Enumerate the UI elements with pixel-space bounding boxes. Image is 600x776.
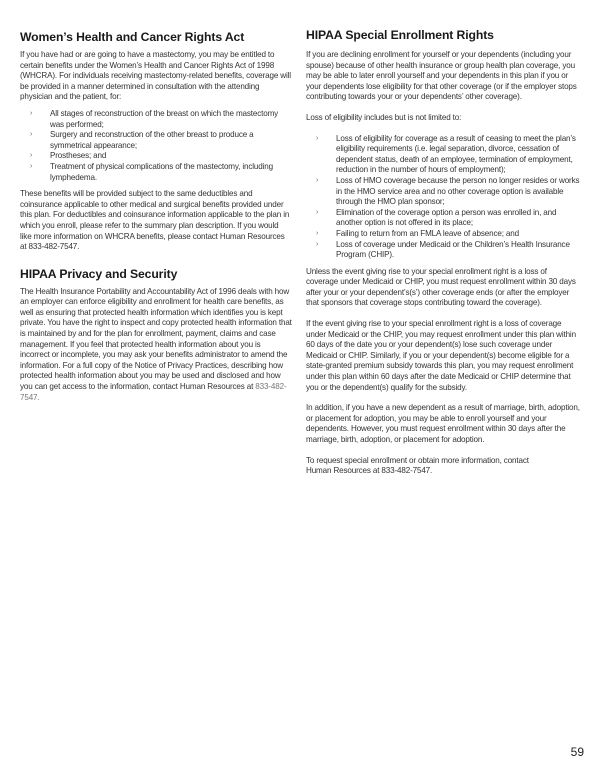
chevron-bullet-icon: › xyxy=(316,176,319,184)
chevron-bullet-icon: › xyxy=(30,162,33,170)
hipaa-privacy-phone: 833-482-7547. xyxy=(20,382,287,402)
hipaa-enrollment-intro: If you are declining enrollment for yourself or your dependents (including your spouse) because of other health insurance or group health plan coverage, you may be able to later enroll yourself and your dependents in this plan if you or your dependents lose eligibility for that other coverage (or if the employer stops contributing towards your or your dependents’ other coverage). xyxy=(306,50,577,102)
list-item-text: Loss of eligibility for coverage as a result of ceasing to meet the plan’s eligibility requirements (i.e. legal separation, divorce, cessation of dependent status, death of an employee, termination of employment, reduction in the number of hours of employment); xyxy=(336,133,576,175)
left-column xyxy=(20,30,292,409)
list-item xyxy=(306,176,580,208)
list-item xyxy=(20,151,292,162)
contact-line-1: To request special enrollment or obtain more information, contact xyxy=(306,455,529,465)
list-item-text: All stages of reconstruction of the breast on which the mastectomy was performed; xyxy=(50,108,279,129)
list-item-text: Elimination of the coverage option a person was enrolled in, and another option is not offered in its place; xyxy=(336,207,557,228)
list-item xyxy=(306,240,580,261)
chevron-bullet-icon: › xyxy=(30,152,33,160)
chevron-bullet-icon: › xyxy=(30,109,33,117)
chevron-bullet-icon: › xyxy=(316,229,319,237)
whcra-intro: If you have had or are going to have a mastectomy, you may be entitled to certain benefits under the Women’s Health and Cancer Rights Act of 1998 (WHCRA). For individuals receiving mastectomy-related benefits, coverage will be provided in a manner determined in consultation with the attending physician and the patient, for: xyxy=(20,50,291,102)
chevron-bullet-icon: › xyxy=(30,131,33,139)
list-item-text: Loss of HMO coverage because the person no longer resides or works in the HMO service area and no other coverage option is available through the HMO plan sponsor; xyxy=(336,175,580,207)
right-column xyxy=(306,28,580,483)
list-item xyxy=(306,134,580,176)
medicaid-chip-paragraph: If the event giving rise to your special enrollment right is a loss of coverage under Medicaid or the CHIP, you may request enrollment under this plan within 60 days of the date you or your dependent(s) lose such coverage under Medicaid or CHIP. Similarly, if you or your dependent(s) become eligible for a state-granted premium subsidy towards this plan, you may request enrollment under this plan within 60 days after the date Medicaid or CHIP determine that you or the dependent(s) qualify for the subsidy. xyxy=(306,319,576,392)
whcra-closing: These benefits will be provided subject to the same deductibles and coinsurance applicable to other medical and surgical benefits provided under this plan. For deductibles and coinsurance information applicable to the plan in which you enroll, please refer to the summary plan description. If you would like more information on WHCRA benefits, please contact Human Resources at 833-482-7547. xyxy=(20,189,290,252)
hipaa-privacy-section xyxy=(20,267,292,404)
list-item-text: Loss of coverage under Medicaid or the Children’s Health Insurance Program (CHIP). xyxy=(336,239,570,260)
whcra-list xyxy=(20,109,292,183)
loss-of-eligibility-list xyxy=(306,134,580,261)
hipaa-privacy-heading: HIPAA Privacy and Security xyxy=(20,266,178,281)
list-item xyxy=(20,130,292,151)
contact-line-2: Human Resources at 833-482-7547. xyxy=(306,466,433,476)
list-item-text: Treatment of physical complications of the mastectomy, including lymphedema. xyxy=(50,161,273,182)
chevron-bullet-icon: › xyxy=(316,134,319,142)
list-item-text: Surgery and reconstruction of the other breast to produce a symmetrical appearance; xyxy=(50,130,254,150)
list-item xyxy=(20,109,292,130)
hipaa-enrollment-heading: HIPAA Special Enrollment Rights xyxy=(306,28,494,42)
list-item xyxy=(20,162,292,183)
chevron-bullet-icon: › xyxy=(316,240,319,248)
hipaa-privacy-text: The Health Insurance Portability and Accountability Act of 1996 deals with how an employer can enforce eligibility and enrollment for health care benefits, as well as ensuring that protected health information which identifies you is kept private. You have the right to inspect and copy protected health information that is maintained by and for the plan for enrollment, payment, claims and case management. If you feel that protected health information about you is incorrect or incomplete, you may ask your benefits administrator to amend the information. For a full copy of the Notice of Privacy Practices, describing how protected health information about you may be used and disclosed and how you can get access to the information, contact Human Resources at xyxy=(20,286,292,392)
page-number: 59 xyxy=(570,745,584,759)
list-item xyxy=(306,208,580,229)
whcra-section xyxy=(20,30,292,253)
list-item xyxy=(306,229,580,240)
whcra-heading: Women’s Health and Cancer Rights Act xyxy=(20,30,245,44)
hipaa-privacy-body xyxy=(20,287,292,404)
contact-paragraph xyxy=(306,456,580,477)
enrollment-deadline-paragraph: Unless the event giving rise to your special enrollment right is a loss of coverage under Medicaid or CHIP, you must request enrollment within 30 days after your or your dependent’s(s’) other coverage ends (or after the employer that sponsors that coverage stops contributing toward the coverage). xyxy=(306,266,576,308)
list-item-text: Failing to return from an FMLA leave of absence; and xyxy=(336,228,519,238)
hipaa-enrollment-section xyxy=(306,28,580,477)
new-dependent-paragraph: In addition, if you have a new dependent as a result of marriage, birth, adoption, or placement for adoption, you may be able to enroll yourself and your dependents. However, you must request enrollment within 30 days after the marriage, birth, adoption, or placement for adoption. xyxy=(306,403,580,444)
list-item-text: Prostheses; and xyxy=(50,151,107,161)
chevron-bullet-icon: › xyxy=(316,208,319,216)
loss-of-eligibility-intro: Loss of eligibility includes but is not limited to: xyxy=(306,112,462,122)
